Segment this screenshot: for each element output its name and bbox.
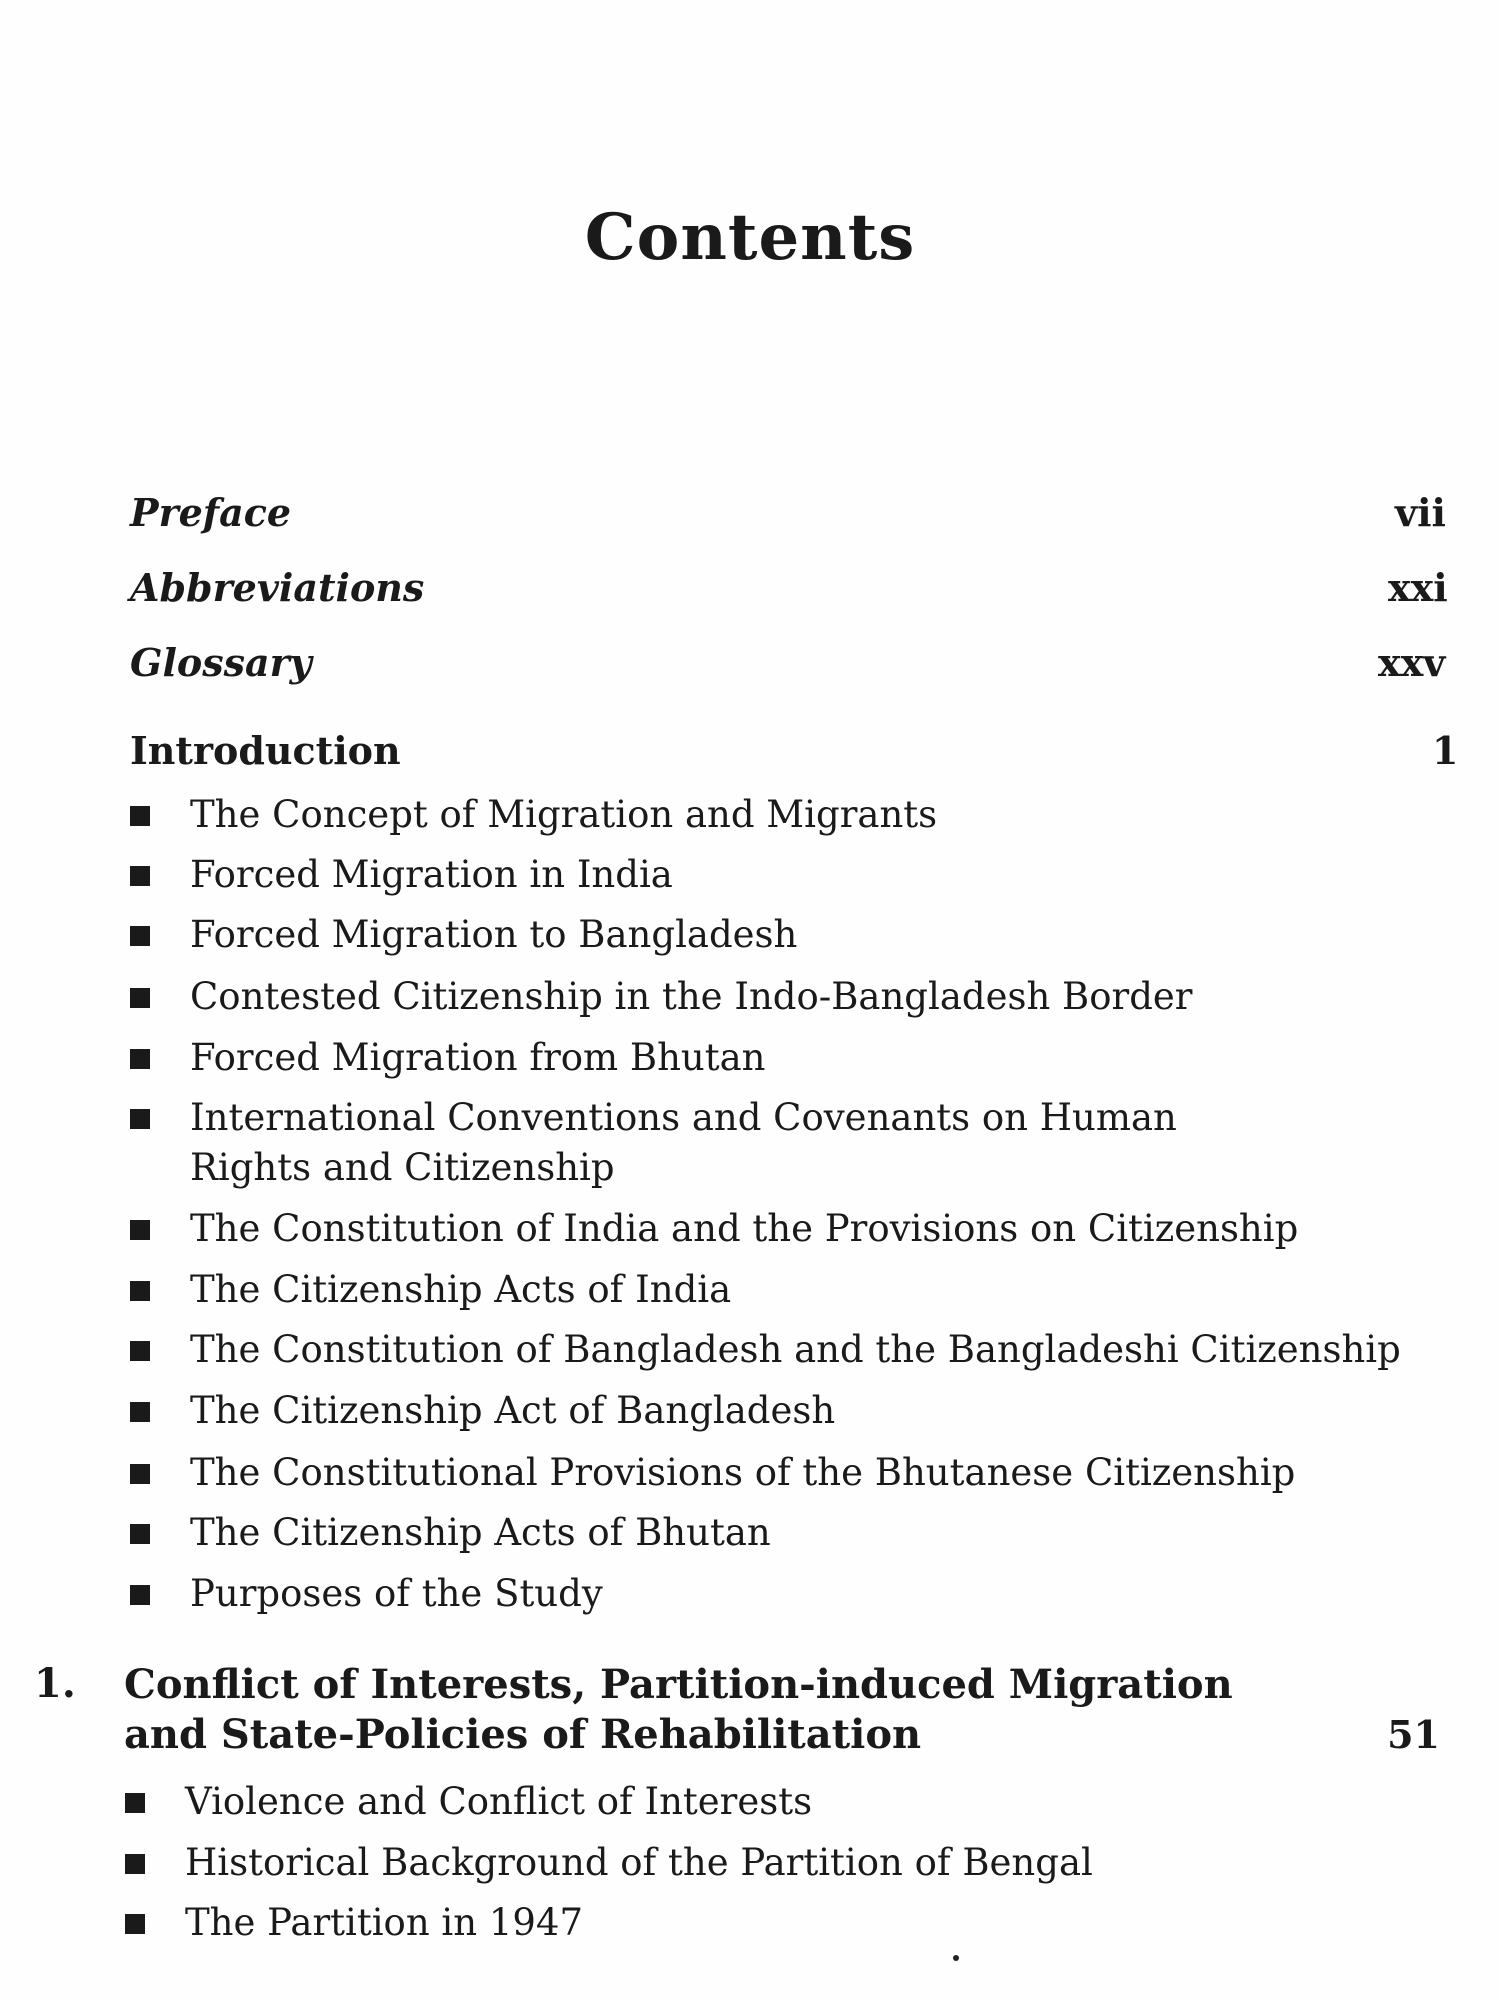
page-title: Contents <box>584 200 916 275</box>
entry-label: Glossary <box>130 640 312 685</box>
entry-page: xxi <box>1388 565 1448 610</box>
bullet-icon <box>130 1049 150 1069</box>
entry-label: Abbreviations <box>130 565 425 610</box>
bullet-icon <box>130 1220 150 1240</box>
toc-entry-abbreviations <box>130 565 1500 625</box>
bullet-icon <box>125 1914 145 1934</box>
toc-entry-introduction <box>130 728 1500 788</box>
toc-page: Contents Preface vii Abbreviations xxi Glossary xxv Introduction 1 The Concept of Migration and Migrants Forced Migration in India Forced Migration to Bangladesh Contested Citizenship in the Indo-Bangladesh Border Forced Migration from Bhutan International Conventions and Covenants on Human Rights and Citizenship The Constitution of India and the Provisions on Citizenship The Citizenship Acts of India The Constitution of Bangladesh and the Bangladeshi Citizenship The Citizenship Act of Bangladesh The Constitutional Provisions of the Bhutanese Citizenship The Citizenship Acts of Bhutan Purposes of the Study 1. Conflict of Interests, Partition-induced Migration and State-Policies of Rehabilitation 51 Violence and Conflict of Interests Historical Background of the Partition of Bengal The Partition in 1947 <box>0 0 1500 2000</box>
bullet-icon <box>130 988 150 1008</box>
entry-label: Introduction <box>130 728 401 773</box>
bullet-icon <box>130 866 150 886</box>
bullet-icon <box>125 1793 145 1813</box>
entry-label: Preface <box>130 490 292 535</box>
bullet-icon <box>130 1464 150 1484</box>
toc-entry-preface <box>130 490 1500 550</box>
bullet-icon <box>125 1854 145 1874</box>
bullet-icon <box>130 806 150 826</box>
chapter-number: 1. <box>34 1660 76 1707</box>
entry-page: 51 <box>1387 1712 1440 1757</box>
entry-page: 1 <box>1432 728 1459 773</box>
bullet-icon <box>130 1109 150 1129</box>
toc-entry-glossary <box>130 640 1500 700</box>
bullet-icon <box>130 1341 150 1361</box>
entry-page: xxv <box>1378 640 1446 685</box>
bullet-icon <box>130 1585 150 1605</box>
bullet-icon <box>130 1524 150 1544</box>
bullet-icon <box>130 1281 150 1301</box>
entry-page: vii <box>1395 490 1446 535</box>
chapter-title: Conflict of Interests, Partition-induced Migration and State-Policies of Rehabilitation <box>124 1661 1233 1758</box>
bullet-icon <box>130 1402 150 1422</box>
stray-dot <box>953 1955 959 1961</box>
bullet-icon <box>130 926 150 946</box>
